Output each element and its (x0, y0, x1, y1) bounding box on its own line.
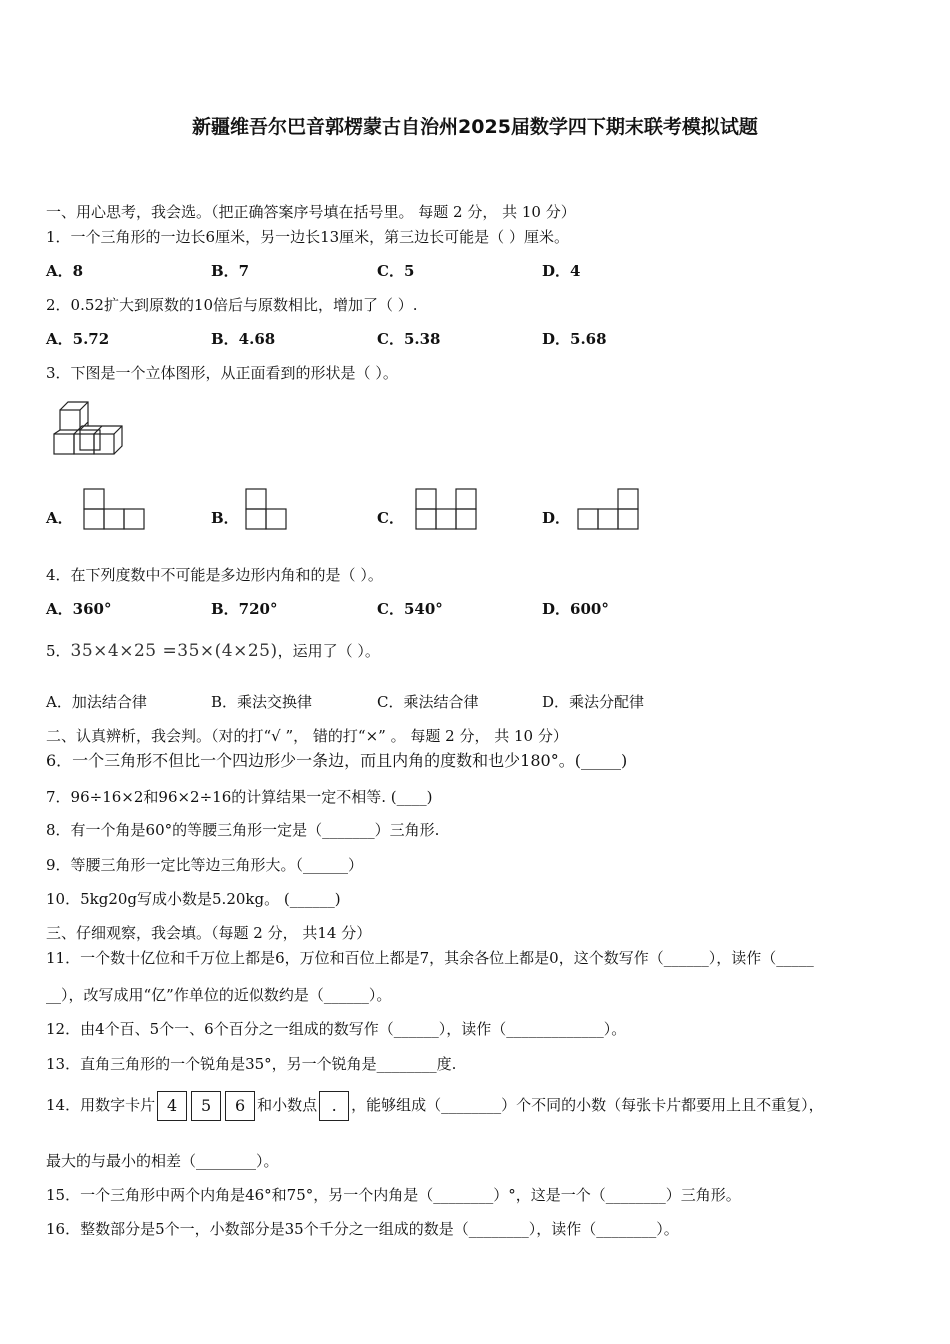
option-c-figure (414, 487, 480, 531)
question-6: 6．一个三角形不但比一个四边形少一条边，而且内角的度数和也少180°。(_____) (46, 751, 628, 770)
question-8: 8．有一个角是60°的等腰三角形一定是（_______）三角形. (46, 821, 440, 839)
question-11-line2: __），改写成用“亿”作单位的近似数约是（______）。 (46, 986, 392, 1004)
option-b: B． (211, 509, 239, 527)
question-10: 10．5kg20g写成小数是5.20kg。 (______) (46, 890, 341, 908)
option-a: A．360° (46, 600, 112, 618)
option-b: B．乘法交换律 (211, 693, 313, 711)
question-5-number: 5． (46, 642, 71, 660)
decimal-point-card: . (319, 1091, 349, 1121)
digit-card-5: 5 (191, 1091, 221, 1121)
question-5 (46, 636, 380, 666)
question-9: 9．等腰三角形一定比等边三角形大。（______） (46, 856, 364, 874)
question-13: 13．直角三角形的一个锐角是35°，另一个锐角是________度. (46, 1055, 457, 1073)
option-d: D．600° (542, 600, 609, 618)
question-5-formula: 35×4×25 =35×(4×25) (70, 641, 278, 661)
option-c: C． (377, 509, 404, 527)
solid-figure (50, 398, 134, 460)
question-7: 7．96÷16×2和96×2÷16的计算结果一定不相等. (____) (46, 788, 433, 806)
option-c: C．5.38 (377, 330, 441, 348)
section1-header: 一、用心思考，我会选。（把正确答案序号填在括号里。 每题 2 分， 共 10 分） (46, 203, 576, 221)
option-d: D．4 (542, 262, 581, 280)
question-14-prefix: 14．用数字卡片 (46, 1096, 156, 1114)
option-c: C．5 (377, 262, 415, 280)
option-d-figure (576, 487, 642, 531)
question-16: 16．整数部分是5个一，小数部分是35个千分之一组成的数是（________），读作（________）。 (46, 1220, 679, 1238)
question-4: 4．在下列度数中不可能是多边形内角和的是（ ）。 (46, 566, 383, 584)
question-4-options (46, 599, 906, 619)
exam-title: 新疆维吾尔巴音郭楞蒙古自治州2025届数学四下期末联考模拟试题 (192, 116, 758, 138)
option-b: B．720° (211, 600, 278, 618)
question-2-options (46, 329, 906, 349)
digit-card-4: 4 (157, 1091, 187, 1121)
option-a-figure (82, 487, 146, 531)
option-b: B．4.68 (211, 330, 276, 348)
option-a: A．加法结合律 (46, 693, 147, 711)
option-b-figure (244, 487, 290, 531)
option-b: B．7 (211, 262, 250, 280)
question-5-suffix: ，运用了（ ）。 (277, 642, 380, 660)
option-a: A． (46, 509, 73, 527)
section3-header: 三、仔细观察，我会填。（每题 2 分， 共14 分） (46, 924, 372, 942)
question-14-mid: 和小数点 (257, 1096, 318, 1114)
question-1-options (46, 261, 906, 281)
question-12: 12．由4个百、5个一、6个百分之一组成的数写作（______），读作（_____________）。 (46, 1020, 627, 1038)
question-11-line1: 11．一个数十亿位和千万位上都是6，万位和百位上都是7，其余各位上都是0，这个数写作（______），读作（_____ (46, 949, 814, 967)
question-14 (46, 1088, 824, 1122)
option-a: A．8 (46, 262, 84, 280)
question-2: 2．0.52扩大到原数的10倍后与原数相比，增加了（ ）. (46, 296, 418, 314)
question-14-line2: 最大的与最小的相差（________）。 (46, 1152, 279, 1170)
option-c: C．540° (377, 600, 443, 618)
digit-card-6: 6 (225, 1091, 255, 1121)
question-14-suffix: ，能够组成（________）个不同的小数（每张卡片都要用上且不重复）， (351, 1096, 824, 1114)
question-5-options (46, 692, 906, 712)
option-d: D． (542, 509, 571, 527)
option-d: D．5.68 (542, 330, 607, 348)
question-1: 1．一个三角形的一边长6厘米，另一边长13厘米，第三边长可能是（ ）厘米。 (46, 228, 569, 246)
option-c: C．乘法结合律 (377, 693, 479, 711)
question-3: 3．下图是一个立体图形，从正面看到的形状是（ ）。 (46, 364, 398, 382)
option-a: A．5.72 (46, 330, 110, 348)
section2-header: 二、认真辨析，我会判。（对的打“√ ”， 错的打“×” 。 每题 2 分， 共 10 分） (46, 727, 568, 745)
option-d: D．乘法分配律 (542, 693, 645, 711)
question-15: 15．一个三角形中两个内角是46°和75°，另一个内角是（________）°，这是一个（________）三角形。 (46, 1186, 741, 1204)
